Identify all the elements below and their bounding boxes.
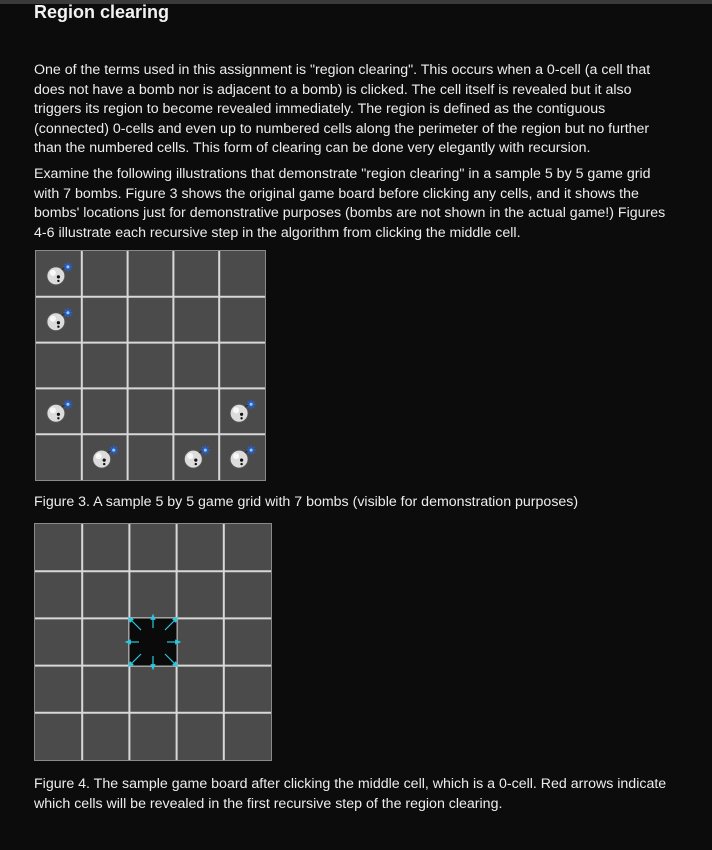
fig4-cell-r0-c2 bbox=[129, 524, 176, 571]
intro-paragraph: One of the terms used in this assignment is "region clearing". This occurs when a 0-cell (a cell that does not have a bomb nor is adjacent to a bomb) is clicked. The cell itself is revealed but it also triggers its region to become revealed immediately. The region is defined as the contiguous (connected) 0-cells and even up to numbered cells along the perimeter of the region but no further than the numbered cells. This form of clearing can be done very elegantly with recursion. bbox=[34, 62, 651, 156]
fig4-cell-r3-c4 bbox=[224, 666, 271, 713]
fig4-cell-r0-c0 bbox=[35, 524, 82, 571]
fig4-cell-r0-c3 bbox=[177, 524, 224, 571]
fig4-cell-r0-c4 bbox=[224, 524, 271, 571]
fig4-cell-r4-c3 bbox=[177, 713, 224, 760]
fig3-cell-r2-c1 bbox=[82, 343, 128, 389]
fig3-cell-r0-c2 bbox=[128, 251, 174, 297]
fig4-cell-r1-c2 bbox=[129, 571, 176, 618]
fig3-cell-r0-c3 bbox=[173, 251, 219, 297]
fig4-cell-r0-c1 bbox=[82, 524, 129, 571]
fig3-cell-r1-c1 bbox=[82, 297, 128, 343]
fig4-cell-r3-c2 bbox=[129, 666, 176, 713]
fig4-cell-r1-c3 bbox=[177, 571, 224, 618]
fig4-cell-r2-c0 bbox=[35, 618, 82, 665]
fig4-cell-r4-c4 bbox=[224, 713, 271, 760]
figure-4-grid bbox=[34, 523, 272, 761]
fig3-cell-r3-c3 bbox=[173, 388, 219, 434]
fig4-cell-r4-c0 bbox=[35, 713, 82, 760]
fig3-cell-r2-c0 bbox=[36, 343, 82, 389]
fig4-cell-r2-c4 bbox=[224, 618, 271, 665]
fig4-cell-r3-c1 bbox=[82, 666, 129, 713]
figure-4-caption: Figure 4. The sample game board after clicking the middle cell, which is a 0-cell. Red arrows indicate which cells will be revealed in the first recursive step of the region clearing. bbox=[34, 776, 667, 812]
fig3-cell-r3-c1 bbox=[82, 388, 128, 434]
fig3-cell-r1-c4 bbox=[219, 297, 265, 343]
fig3-cell-r4-c0 bbox=[36, 434, 82, 480]
fig3-cell-r4-c2 bbox=[128, 434, 174, 480]
figure-3-svg bbox=[36, 251, 265, 480]
fig3-cell-r2-c3 bbox=[173, 343, 219, 389]
fig4-cell-r4-c1 bbox=[82, 713, 129, 760]
fig3-cell-r0-c4 bbox=[219, 251, 265, 297]
figure-3-caption: Figure 3. A sample 5 by 5 game grid with 7 bombs (visible for demonstration purposes) bbox=[34, 494, 579, 510]
figure-3-grid bbox=[35, 250, 266, 481]
fig4-cell-r3-c0 bbox=[35, 666, 82, 713]
fig4-cell-r1-c4 bbox=[224, 571, 271, 618]
fig4-cell-r3-c3 bbox=[177, 666, 224, 713]
fig4-cell-r1-c0 bbox=[35, 571, 82, 618]
fig3-cell-r1-c2 bbox=[128, 297, 174, 343]
fig4-cell-r2-c1 bbox=[82, 618, 129, 665]
fig4-cell-r4-c2 bbox=[129, 713, 176, 760]
example-paragraph: Examine the following illustrations that demonstrate "region clearing" in a sample 5 by 5 game grid with 7 bombs. Figure 3 shows the original game board before clicking any cells, and it shows the bombs' locations just for demonstrative purposes (bombs are not shown in the actual game!) Figures 4-6 illustrate each recursive step in the algorithm from clicking the middle cell. bbox=[34, 166, 666, 241]
fig3-cell-r3-c2 bbox=[128, 388, 174, 434]
figure-4-svg bbox=[35, 524, 271, 760]
section-title: Region clearing bbox=[34, 2, 170, 22]
fig3-cell-r0-c1 bbox=[82, 251, 128, 297]
fig3-cell-r1-c3 bbox=[173, 297, 219, 343]
fig4-cell-r2-c3 bbox=[177, 618, 224, 665]
fig3-cell-r2-c4 bbox=[219, 343, 265, 389]
fig4-cell-r1-c1 bbox=[82, 571, 129, 618]
fig3-cell-r2-c2 bbox=[128, 343, 174, 389]
